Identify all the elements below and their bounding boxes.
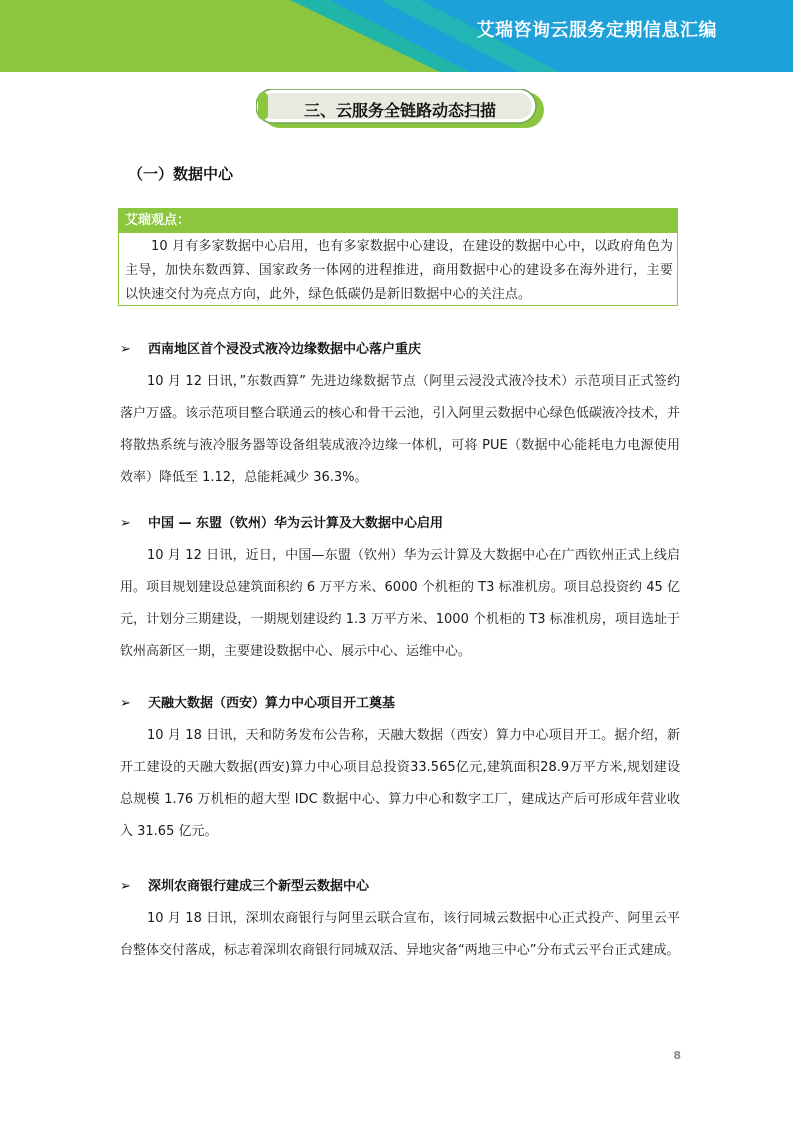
news-title bbox=[120, 340, 680, 360]
news-body: 10 月 12 日讯，”东数西算” 先进边缘数据节点（阿里云浸没式液冷技术）示范项目正式签约落户万盛。该示范项目整合联通云的核心和骨干云池，引入阿里云数据中心绿色低碳液冷技术，并将散热系统与液冷服务器等设备组装成液冷边缘一体机，可将 PUE（数据中心能耗电力电源使用效率）降低至 1.12，总能耗减少 36.3%。 bbox=[120, 374, 680, 485]
news-body: 10 月 12 日讯，近日，中国—东盟（钦州）华为云计算及大数据中心在广西钦州正式上线启用。项目规划建设总建筑面积约 6 万平方米、6000 个机柜的 T3 标准机房。项目总投资约 45 亿元，计划分三期建设，一期规划建设约 1.3 万平方米、1000 个机柜的 T3 标准机房，项目选址于钦州高新区一期，主要建设数据中心、展示中心、运维中心。 bbox=[120, 548, 680, 659]
news-title bbox=[120, 514, 680, 534]
viewpoint-label: 艾瑞观点： bbox=[119, 209, 677, 233]
news-title-text: 西南地区首个浸没式液冷边缘数据中心落户重庆 bbox=[148, 342, 422, 357]
news-item bbox=[120, 694, 680, 848]
news-title bbox=[120, 877, 680, 897]
news-body: 10 月 18 日讯，天和防务发布公告称，天融大数据（西安）算力中心项目开工。据介绍，新开工建设的天融大数据(西安)算力中心项目总投资33.565亿元,建筑面积28.9万平方米,规划建设总规模 1.76 万机柜的超大型 IDC 数据中心、算力中心和数字工厂，建成达产后可形成年营业收入 31.65 亿元。 bbox=[120, 728, 680, 839]
section-title: 三、云服务全链路动态扫描 bbox=[304, 101, 497, 120]
header-title: 艾瑞咨询云服务定期信息汇编 bbox=[476, 20, 717, 41]
arrow-bullet-icon: ➢ bbox=[120, 342, 131, 357]
viewpoint-box bbox=[118, 208, 678, 306]
arrow-bullet-icon: ➢ bbox=[120, 879, 131, 894]
news-item bbox=[120, 877, 680, 967]
news-title-text: 天融大数据（西安）算力中心项目开工奠基 bbox=[148, 696, 396, 711]
section-heading bbox=[256, 89, 546, 129]
page-number: 8 bbox=[673, 1049, 681, 1062]
news-title-text: 深圳农商银行建成三个新型云数据中心 bbox=[148, 879, 370, 894]
viewpoint-text: 10 月有多家数据中心启用，也有多家数据中心建设，在建设的数据中心中，以政府角色为主导，加快东数西算、国家政务一体网的进程推进，商用数据中心的建设多在海外进行，主要以快速交付为亮点方向，此外，绿色低碳仍是新旧数据中心的关注点。 bbox=[125, 239, 673, 302]
arrow-bullet-icon: ➢ bbox=[120, 516, 131, 531]
news-title bbox=[120, 694, 680, 714]
news-body: 10 月 18 日讯，深圳农商银行与阿里云联合宣布，该行同城云数据中心正式投产、阿里云平台整体交付落成，标志着深圳农商银行同城双活、异地灾备“两地三中心”分布式云平台正式建成。 bbox=[120, 911, 680, 958]
news-item bbox=[120, 340, 680, 494]
arrow-bullet-icon: ➢ bbox=[120, 696, 131, 711]
subsection-title: （一）数据中心 bbox=[128, 165, 234, 183]
news-item bbox=[120, 514, 680, 668]
news-title-text: 中国 — 东盟（钦州）华为云计算及大数据中心启用 bbox=[148, 516, 444, 531]
